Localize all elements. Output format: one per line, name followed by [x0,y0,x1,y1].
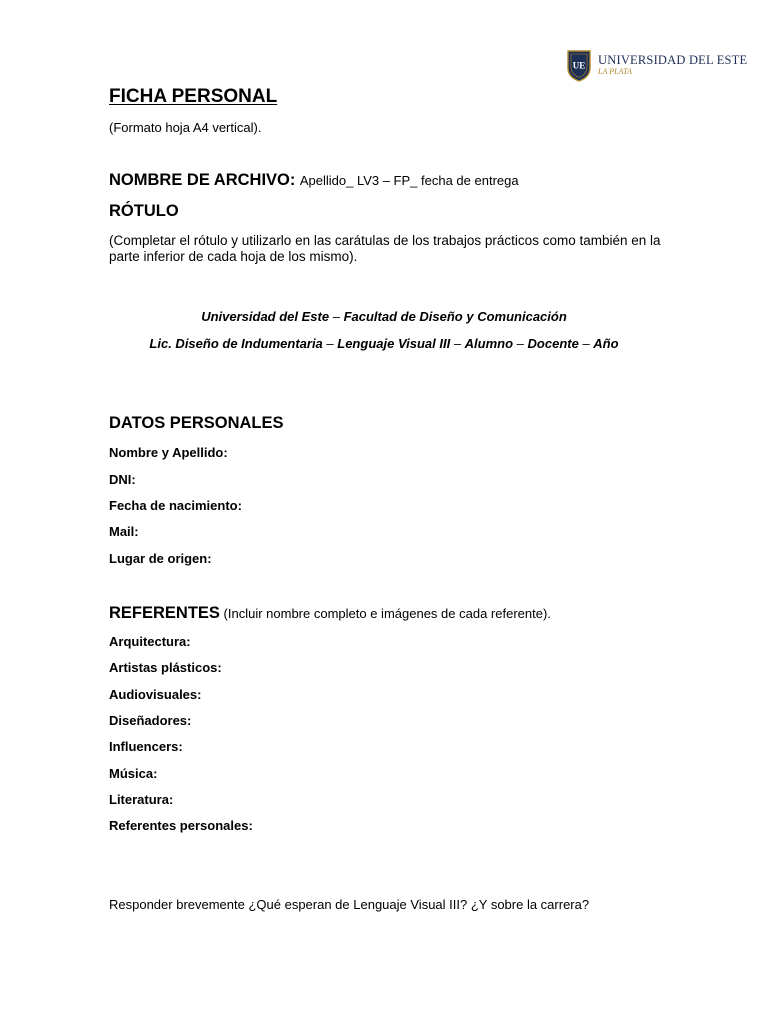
archivo-label: NOMBRE DE ARCHIVO: [109,171,296,189]
field-disenadores: Diseñadores: [109,713,192,728]
rotulo-career: Lic. Diseño de Indumentaria [149,336,323,351]
rotulo-student: Alumno [464,336,514,351]
rotulo-separator: – [450,336,465,351]
field-mail: Mail: [109,524,139,539]
rotulo-teacher: Docente [527,336,579,351]
rotulo-separator: – [578,336,594,351]
university-logo [566,46,748,84]
closing-question: Responder brevemente ¿Qué esperan de Lenguaje Visual III? ¿Y sobre la carrera? [109,897,590,912]
rotulo-line-2 [0,336,768,351]
field-lugar-origen: Lugar de origen: [109,551,212,566]
rotulo-university: Universidad del Este [201,309,330,324]
field-fecha-nacimiento: Fecha de nacimiento: [109,498,242,513]
referentes-heading: REFERENTES [109,604,220,622]
logo-monogram: UE [572,60,586,71]
format-note: (Formato hoja A4 vertical). [109,120,262,135]
field-nombre-apellido: Nombre y Apellido: [109,445,228,460]
rotulo-faculty: Facultad de Diseño y Comunicación [343,309,567,324]
rotulo-description: (Completar el rótulo y utilizarlo en las carátulas de los trabajos prácticos como también en la parte inferior de cada hoja de los mismo). [109,233,661,264]
field-referentes-personales: Referentes personales: [109,818,253,833]
archivo-value: Apellido_ LV3 – FP_ fecha de entrega [299,173,519,188]
field-musica: Música: [109,766,158,781]
rotulo-heading: RÓTULO [109,202,179,220]
logo-subtitle: LA PLATA [598,66,632,76]
page-title: FICHA PERSONAL [109,86,278,107]
rotulo-separator: – [329,309,344,324]
referentes-line [109,604,551,623]
field-arquitectura: Arquitectura: [109,634,191,649]
archivo-line [109,171,519,190]
field-literatura: Literatura: [109,792,174,807]
rotulo-separator: – [322,336,338,351]
rotulo-year: Año [593,336,619,351]
referentes-note: (Incluir nombre completo e imágenes de cada referente). [219,606,551,621]
rotulo-subject: Lenguaje Visual III [337,336,451,351]
rotulo-separator: – [513,336,528,351]
field-artistas-plasticos: Artistas plásticos: [109,660,222,675]
datos-heading: DATOS PERSONALES [109,414,284,432]
logo-name: UNIVERSIDAD DEL ESTE [598,53,748,68]
shield-icon [566,48,592,82]
rotulo-line-1 [0,309,768,324]
field-influencers: Influencers: [109,739,183,754]
field-dni: DNI: [109,472,136,487]
field-audiovisuales: Audiovisuales: [109,687,202,702]
